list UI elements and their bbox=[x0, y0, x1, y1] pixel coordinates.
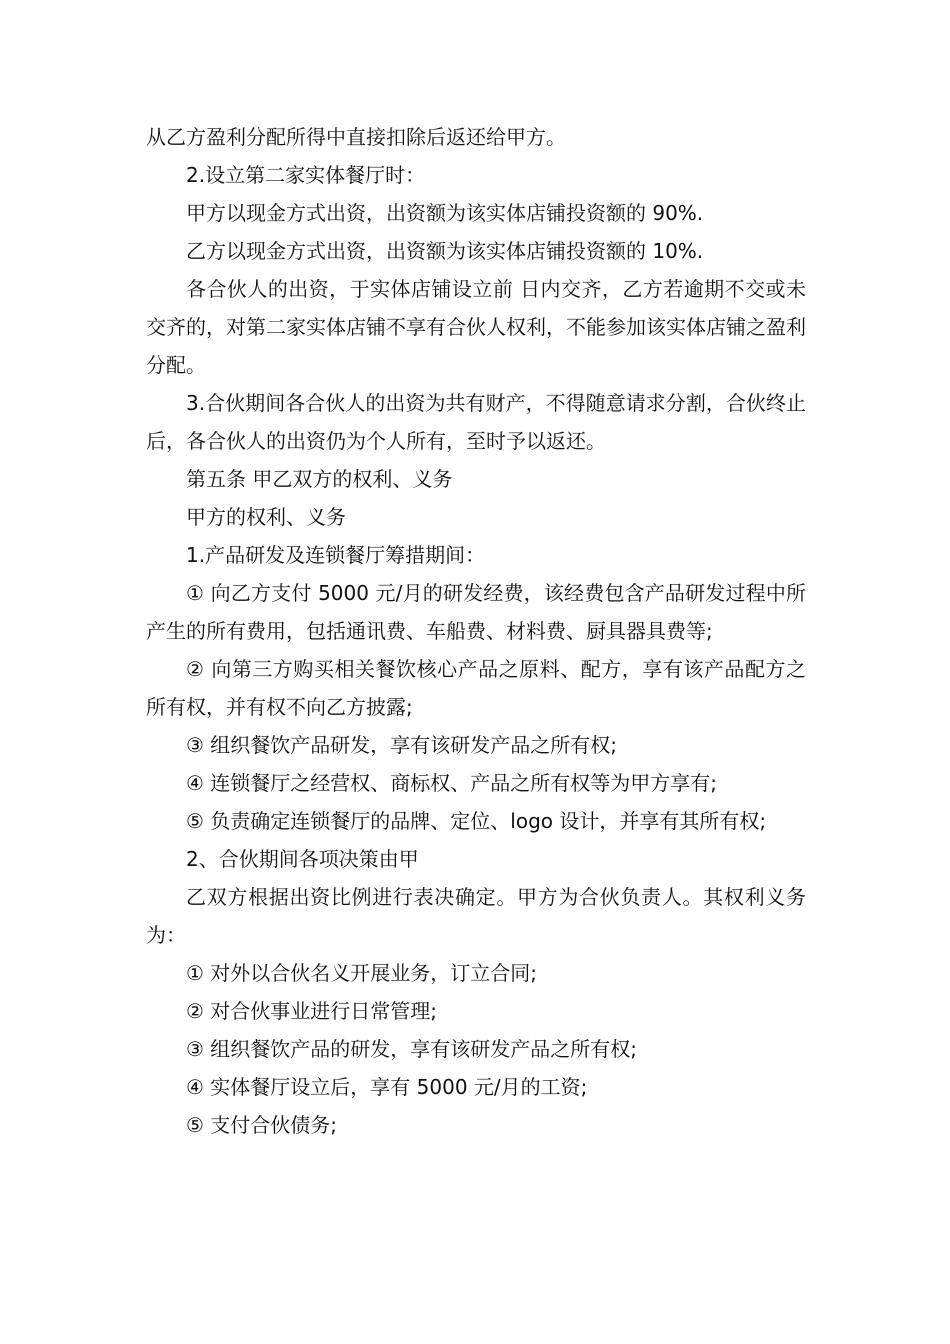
paragraph-party-a-contribution: 甲方以现金方式出资，出资额为该实体店铺投资额的 90%. bbox=[186, 201, 704, 225]
paragraph-rd-period-heading: 1.产品研发及连锁餐厅筹措期间： bbox=[186, 543, 486, 567]
list-item-salary: ④ 实体餐厅设立后，享有 5000 元/月的工资; bbox=[186, 1075, 588, 1099]
list-item-product-rd: ③ 组织餐饮产品研发，享有该研发产品之所有权; bbox=[186, 733, 618, 757]
paragraph-second-restaurant-heading: 2.设立第二家实体餐厅时： bbox=[186, 163, 426, 187]
list-item-brand-logo: ⑤ 负责确定连锁餐厅的品牌、定位、logo 设计，并享有其所有权; bbox=[186, 809, 767, 833]
paragraph-decision-heading: 2、合伙期间各项决策由甲 bbox=[186, 847, 419, 871]
document-body bbox=[146, 118, 806, 1144]
paragraph-common-property: 3.合伙期间各合伙人的出资为共有财产，不得随意请求分割，合伙终止后，各合伙人的出资仍为个人所有，至时予以返还。 bbox=[146, 391, 806, 453]
paragraph-party-b-contribution: 乙方以现金方式出资，出资额为该实体店铺投资额的 10%. bbox=[186, 239, 704, 263]
list-item-recipe-purchase: ② 向第三方购买相关餐饮核心产品之原料、配方，享有该产品配方之所有权，并有权不向乙方披露; bbox=[146, 657, 806, 719]
list-item-daily-management: ② 对合伙事业进行日常管理; bbox=[186, 999, 438, 1023]
list-item-external-business: ① 对外以合伙名义开展业务，订立合同; bbox=[186, 961, 538, 985]
paragraph-voting-rules: 乙双方根据出资比例进行表决确定。甲方为合伙负责人。其权利义务为： bbox=[146, 885, 806, 947]
article-five-title: 第五条 甲乙双方的权利、义务 bbox=[186, 467, 453, 491]
list-item-pay-debts: ⑤ 支付合伙债务; bbox=[186, 1113, 338, 1137]
list-item-operating-rights: ④ 连锁餐厅之经营权、商标权、产品之所有权等为甲方享有; bbox=[186, 771, 718, 795]
list-item-rd-funding: ① 向乙方支付 5000 元/月的研发经费，该经费包含产品研发过程中所产生的所有费用，包括通讯费、车船费、材料费、厨具器具费等; bbox=[146, 581, 806, 643]
list-item-organize-rd: ③ 组织餐饮产品的研发，享有该研发产品之所有权; bbox=[186, 1037, 638, 1061]
paragraph-return-to-party-a: 从乙方盈利分配所得中直接扣除后返还给甲方。 bbox=[146, 125, 566, 149]
party-a-rights-heading: 甲方的权利、义务 bbox=[186, 505, 346, 529]
paragraph-contribution-deadline: 各合伙人的出资，于实体店铺设立前 日内交齐，乙方若逾期不交或未交齐的，对第二家实体店铺不享有合伙人权利，不能参加该实体店铺之盈利分配。 bbox=[146, 277, 806, 377]
